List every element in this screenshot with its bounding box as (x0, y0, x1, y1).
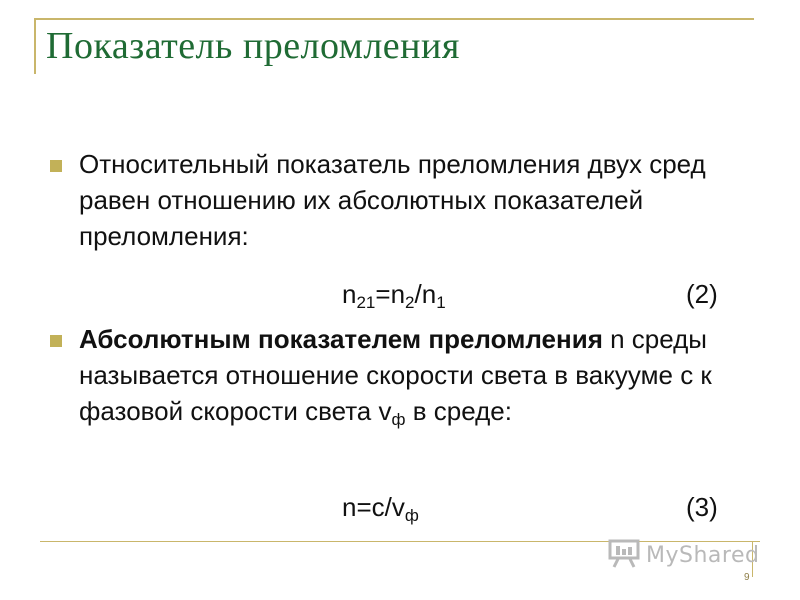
bullet2-sub-f: ф (391, 410, 406, 429)
watermark-text: MyShared (646, 542, 760, 568)
formula1-sub21: 21 (356, 293, 376, 312)
page-number: 9 (744, 572, 750, 583)
formula1-eq-n: =n (375, 279, 406, 309)
formula1-sub2: 2 (405, 293, 415, 312)
bullet-square-icon (50, 160, 62, 172)
formula1-n: n (342, 279, 357, 309)
equation-number-2: (2) (686, 279, 718, 309)
formula-relative-index (342, 279, 446, 310)
watermark-logo (608, 537, 759, 573)
equation-number-3: (3) (686, 492, 718, 522)
frame-left-line (34, 18, 36, 74)
bullet-text-2 (79, 321, 759, 429)
formula1-slash-n: /n (414, 279, 437, 309)
frame-top-line (34, 18, 754, 20)
formula2-main: n=c/v (342, 492, 405, 522)
slide-title: Показатель преломления (46, 25, 460, 67)
formula1-sub1: 1 (436, 293, 446, 312)
bullet2-text-end: в среде: (405, 396, 512, 426)
bullet2-bold-term: Абсолютным показателем преломления (79, 324, 603, 354)
presentation-board-icon (608, 538, 640, 573)
formula2-sub-f: ф (404, 506, 419, 525)
bullet-text-1: Относительный показатель преломления двух сред равен отношению их абсолютных показателей преломления: (79, 149, 706, 251)
bullet2-text-mid: n среды называется отношение скорости света в вакууме c к фазовой скорости света v (79, 324, 712, 426)
formula-absolute-index (342, 492, 419, 523)
bullet-square-icon (50, 335, 62, 347)
